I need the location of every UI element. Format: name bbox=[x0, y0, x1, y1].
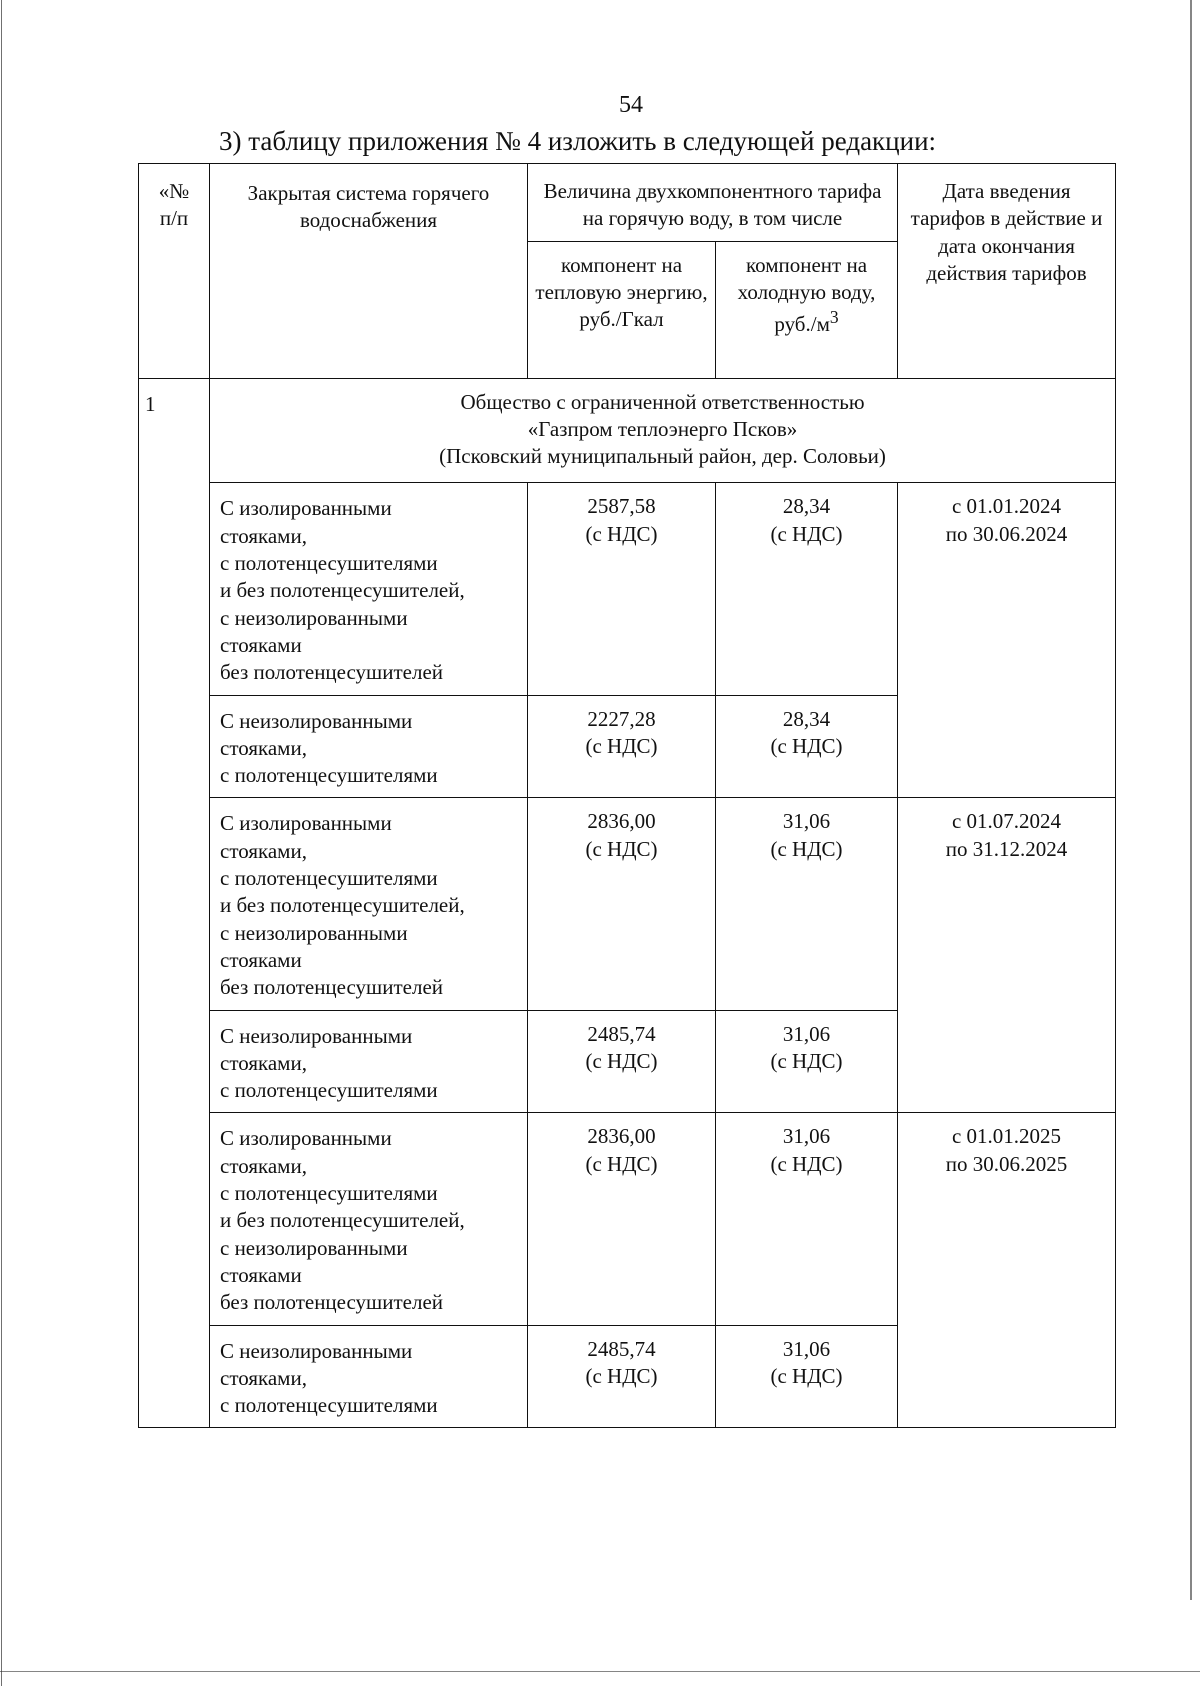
table-body bbox=[139, 378, 1116, 1428]
system-type-line: с полотенцесушителями bbox=[220, 1078, 438, 1103]
header-num-line1: «№ bbox=[158, 179, 190, 203]
system-type-line: с полотенцесушителями bbox=[220, 763, 438, 788]
date-from: с 01.01.2024 bbox=[951, 494, 1062, 519]
heat-component-value bbox=[528, 695, 716, 798]
org-line1: Общество с ограниченной ответственностью bbox=[460, 389, 865, 414]
heat-component-value-vat-note: (с НДС) bbox=[585, 733, 658, 758]
water-component-value-number: 31,06 bbox=[782, 1124, 831, 1149]
system-type-line: С неизолированными bbox=[220, 708, 413, 733]
system-type-line: и без полотенцесушителей, bbox=[220, 578, 465, 603]
org-line2: «Газпром теплоэнерго Псков» bbox=[527, 416, 798, 441]
system-type-line: с полотенцесушителями bbox=[220, 1181, 438, 1206]
system-type-line: с полотенцесушителями bbox=[220, 1393, 438, 1418]
heat-component-value-number: 2485,74 bbox=[587, 1336, 656, 1361]
system-type bbox=[210, 695, 528, 798]
heat-component-value-number: 2836,00 bbox=[587, 809, 656, 834]
water-component-value-number: 28,34 bbox=[782, 706, 831, 731]
date-from: с 01.07.2024 bbox=[951, 809, 1062, 834]
system-type bbox=[210, 1113, 528, 1325]
header-num bbox=[139, 164, 210, 379]
system-type-line: без полотенцесушителей bbox=[220, 660, 444, 685]
water-component-value-vat-note: (с НДС) bbox=[770, 521, 843, 546]
system-type-line: стояками, bbox=[220, 1365, 307, 1390]
system-type-line: стояками bbox=[220, 947, 302, 972]
heat-component-value bbox=[528, 1113, 716, 1325]
water-component-value-vat-note: (с НДС) bbox=[770, 1363, 843, 1388]
header-num-line2: п/п bbox=[159, 206, 189, 231]
water-component-value bbox=[716, 483, 898, 695]
system-type-line: стояками bbox=[220, 1262, 302, 1287]
system-type-line: без полотенцесушителей bbox=[220, 975, 444, 1000]
date-from: с 01.01.2025 bbox=[951, 1124, 1062, 1149]
system-type-line: стояками, bbox=[220, 735, 307, 760]
heat-component-value-number: 2836,00 bbox=[587, 1124, 656, 1149]
system-type-line: С изолированными bbox=[220, 496, 392, 521]
water-component-value bbox=[716, 1325, 898, 1428]
system-type-line: без полотенцесушителей bbox=[220, 1290, 444, 1315]
scan-edge-bottom bbox=[0, 1671, 1200, 1672]
system-type-line: стояками bbox=[220, 632, 302, 657]
row-number: 1 bbox=[139, 378, 210, 1428]
heat-component-value-vat-note: (с НДС) bbox=[585, 836, 658, 861]
system-type-line: с неизолированными bbox=[220, 1235, 408, 1260]
page-number: 54 bbox=[619, 92, 643, 118]
water-component-value-vat-note: (с НДС) bbox=[770, 1151, 843, 1176]
system-type-line: и без полотенцесушителей, bbox=[220, 1208, 465, 1233]
scan-edge-right bbox=[1190, 0, 1192, 1600]
water-component-value-number: 31,06 bbox=[782, 1336, 831, 1361]
system-type-line: стояками, bbox=[220, 523, 307, 548]
header-system: Закрытая система горячего водоснабжения bbox=[210, 164, 528, 379]
intro-text: 3) таблицу приложения № 4 изложить в следующей редакции: bbox=[219, 126, 937, 156]
heat-component-value-number: 2227,28 bbox=[587, 706, 656, 731]
header-water-component bbox=[716, 241, 898, 378]
heat-component-value-vat-note: (с НДС) bbox=[585, 521, 658, 546]
org-line3: (Псковский муниципальный район, дер. Соловьи) bbox=[439, 444, 886, 469]
water-component-value bbox=[716, 1010, 898, 1113]
header-tariff-group: Величина двухкомпонентного тарифа на горячую воду, в том числе bbox=[528, 164, 898, 242]
header-row-1 bbox=[139, 164, 1116, 242]
water-component-value bbox=[716, 695, 898, 798]
heat-component-value bbox=[528, 1325, 716, 1428]
system-type-line: с полотенцесушителями bbox=[220, 866, 438, 891]
water-component-value bbox=[716, 798, 898, 1010]
heat-component-value bbox=[528, 1010, 716, 1113]
heat-component-value-vat-note: (с НДС) bbox=[585, 1048, 658, 1073]
org-name bbox=[210, 378, 1116, 483]
date-to: по 31.12.2024 bbox=[945, 836, 1068, 861]
heat-component-value-number: 2485,74 bbox=[587, 1021, 656, 1046]
water-component-value-number: 28,34 bbox=[782, 494, 831, 519]
system-type bbox=[210, 1325, 528, 1428]
water-component-value-vat-note: (с НДС) bbox=[770, 836, 843, 861]
system-type-line: с полотенцесушителями bbox=[220, 551, 438, 576]
system-type-line: стояками, bbox=[220, 1050, 307, 1075]
header-water-component-sup: 3 bbox=[829, 307, 839, 328]
heat-component-value bbox=[528, 798, 716, 1010]
table-row bbox=[139, 798, 1116, 1010]
system-type-line: С неизолированными bbox=[220, 1338, 413, 1363]
table-row bbox=[139, 483, 1116, 695]
date-to: по 30.06.2024 bbox=[945, 521, 1068, 546]
heat-component-value bbox=[528, 483, 716, 695]
date-period bbox=[898, 798, 1116, 1113]
date-period bbox=[898, 483, 1116, 798]
water-component-value-vat-note: (с НДС) bbox=[770, 733, 843, 758]
system-type bbox=[210, 798, 528, 1010]
water-component-value-number: 31,06 bbox=[782, 809, 831, 834]
heat-component-value-vat-note: (с НДС) bbox=[585, 1151, 658, 1176]
system-type bbox=[210, 483, 528, 695]
table-row bbox=[139, 1113, 1116, 1325]
water-component-value bbox=[716, 1113, 898, 1325]
system-type-line: стояками, bbox=[220, 838, 307, 863]
scan-edge-left bbox=[1, 0, 2, 1686]
system-type-line: С изолированными bbox=[220, 811, 392, 836]
header-heat-component: компонент на тепловую энергию, руб./Гкал bbox=[528, 241, 716, 378]
water-component-value-vat-note: (с НДС) bbox=[770, 1048, 843, 1073]
header-water-component-text: компонент на холодную воду, руб./м bbox=[737, 252, 876, 337]
system-type-line: С изолированными bbox=[220, 1126, 392, 1151]
org-row bbox=[139, 378, 1116, 483]
header-date-period: Дата введения тарифов в действие и дата окончания действия тарифов bbox=[898, 164, 1116, 379]
heat-component-value-number: 2587,58 bbox=[587, 494, 656, 519]
system-type-line: стояками, bbox=[220, 1153, 307, 1178]
water-component-value-number: 31,06 bbox=[782, 1021, 831, 1046]
tariff-table bbox=[138, 163, 1116, 1428]
system-type-line: и без полотенцесушителей, bbox=[220, 893, 465, 918]
heat-component-value-vat-note: (с НДС) bbox=[585, 1363, 658, 1388]
date-to: по 30.06.2025 bbox=[945, 1151, 1068, 1176]
date-period bbox=[898, 1113, 1116, 1428]
system-type bbox=[210, 1010, 528, 1113]
system-type-line: с неизолированными bbox=[220, 920, 408, 945]
system-type-line: с неизолированными bbox=[220, 605, 408, 630]
system-type-line: С неизолированными bbox=[220, 1023, 413, 1048]
